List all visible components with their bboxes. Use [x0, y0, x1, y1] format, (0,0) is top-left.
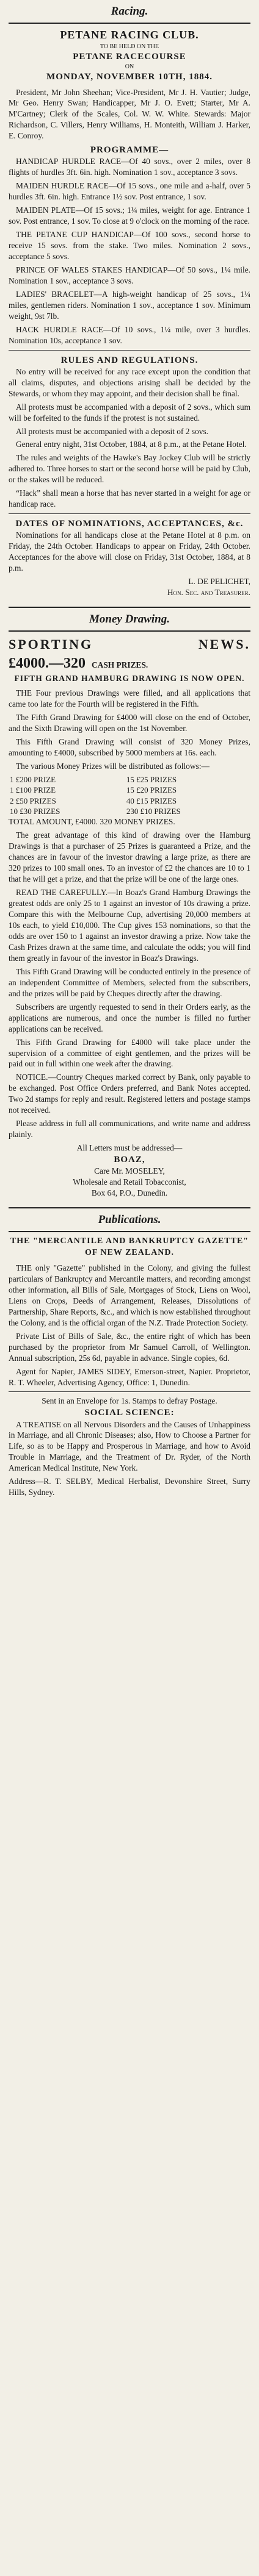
programme-item: PRINCE OF WALES STAKES HANDICAP—Of 50 sovs., 1¼ mile. Nomination 1 sov., acceptance 3 sovs. [9, 265, 250, 285]
nominations-title: DATES OF NOMINATIONS, ACCEPTANCES, &c. [15, 519, 244, 529]
publications-section-title: Publications. [98, 1213, 161, 1227]
divider [9, 350, 250, 351]
racing-section-title: Racing. [111, 5, 148, 18]
divider [9, 1391, 250, 1392]
table-row [9, 796, 250, 806]
gazette-paragraph: Private List of Bills of Sale, &c., the entire right of which has been purchased by the proprietor from Mr Samuel Carroll, of Wellington. Annual subscription, 25s 6d, payable in advance. Single copies, 6d. [9, 1331, 250, 1363]
drawing-paragraph: This Fifth Grand Drawing for £4000 will take place under the supervision of a committee of eight gentlemen, and the prizes will be paid out in full within one week after the drawing. [9, 1037, 250, 1069]
prize-total: TOTAL AMOUNT, £4000. 320 MONEY PRIZES. [9, 817, 175, 827]
agent-firm: Wholesale and Retail Tobacconist, [73, 1177, 186, 1187]
divider [9, 630, 250, 632]
divider [9, 23, 250, 24]
drawing-paragraph: Please address in full all communications, and write name and address plainly. [9, 1119, 250, 1140]
prize-right: 15 £25 PRIZES [126, 774, 177, 784]
drawing-paragraph: This Fifth Grand Drawing will be conducted entirely in the presence of an independent Committee of Members, selected from the subscribers, and the prizes will be paid by Cheques directly after the drawing. [9, 966, 250, 998]
drawing-paragraph: Subscribers are urgently requested to send in their Orders early, as the applications are numerous, and once the number is filled no further applications can be received. [9, 1002, 250, 1033]
orders-label: All Letters must be addressed— [76, 1143, 183, 1153]
prize-left: 10 £30 PRIZES [10, 807, 60, 816]
rule-item: “Hack” shall mean a horse that has never started in a weight for age or handicap race. [9, 488, 250, 509]
rule-item: All protests must be accompanied with a deposit of 2 sovs. [16, 426, 209, 436]
prize-amount-row [9, 654, 250, 673]
rule-item: No entry will be received for any race except upon the condition that all claims, disputes, and objections arising shall be decided by the Stewards, or whom they may appoint, and their decision shall be final. [9, 366, 250, 398]
racing-section [9, 4, 250, 598]
on-label: ON [125, 63, 134, 71]
treatise-text: A TREATISE on all Nervous Disorders and the Causes of Unhappiness in Marriage, and all Chronic Diseases; also, How to Choose a Partner for Life, so as to be Happy and Prosperous in Marriage, and how to Avoid Trouble in Marriage, and the Treatment of Dr. Ryder, of the North American Medical Institute, New York. [9, 1419, 250, 1473]
prize-table [9, 774, 250, 817]
club-title: PETANE RACING CLUB. [60, 29, 199, 41]
course-name: PETANE RACECOURSE [73, 51, 186, 62]
gazette-title: THE "MERCANTILE AND BANKRUPTCY GAZETTE" OF NEW ZEALAND. [10, 1236, 249, 1258]
table-row [9, 806, 250, 816]
drawing-paragraph: The Fifth Grand Drawing for £4000 will close on the end of October, and the Sixth Drawing will open on the 1st November. [9, 713, 250, 733]
divider [9, 607, 250, 608]
signer-title: Hon. Sec. and Treasurer. [167, 588, 250, 598]
rule-item: The rules and weights of the Hawke's Bay Jockey Club will be strictly adhered to. Three horses to start or the second horse will be paid by Club, or the stakes will be reduced. [9, 453, 250, 485]
gazette-paragraph: Agent for Napier, JAMES SIDEY, Emerson-street, Napier. Proprietor, R. T. Wheeler, Advertising Agency, Office: 1, Dunedin. [9, 1366, 250, 1387]
gazette-paragraph: THE only "Gazette" published in the Colony, and giving the fullest particulars of Bankruptcy and Mercantile matters, and recording amongst other information, all Bills of Sale, Mortgages of Stock, Liens on Wool, Liens on Crops, Deeds of Arrangement, Releases, Dissolutions of Partnership, Share Reports, &c., and which is now established throughout the Colony, and is the official organ of the N.Z. Trade Protection Society. [9, 1263, 250, 1327]
drawing-paragraph: The various Money Prizes will be distributed as follows:— [16, 761, 210, 771]
envelope-note: Sent in an Envelope for 1s. Stamps to defray Postage. [42, 1396, 217, 1406]
signer-name: L. DE PELICHET, [188, 577, 250, 587]
officers: President, Mr John Sheehan; Vice-President, Mr J. H. Vautier; Judge, Mr Geo. Henry Swan; Handicapper, Mr J. O. Evett; Starter, Mr A. M'Cartney; Clerk of the Scales, Col. W. W. White. Stewards: Major Richardson, C. Villers, Henry Williams, H. Monteith, William J. Harker, E. Conroy. [9, 87, 250, 141]
programme-item: HANDICAP HURDLE RACE—Of 40 sovs., over 2 miles, over 8 flights of hurdles 3ft. 6in. high. Nomination 1 sov., acceptance 3 sovs. [9, 157, 250, 177]
agent-care: Care Mr. MOSELEY, [94, 1166, 165, 1176]
programme-item: THE PETANE CUP HANDICAP—Of 100 sovs., second horse to receive 15 sovs. from the stake. Two miles. Nomination 2 sovs., acceptance 5 sovs. [9, 230, 250, 262]
divider [9, 1207, 250, 1208]
drawing-paragraph: READ THE CAREFULLY.—In Boaz's Grand Hamburg Drawings the greatest odds are only 25 to 1 against an investor of 10s drawing a prize. Compare this with the Melbourne Cup, advertising 20,000 members at 10s each, to yield £10,000. The Cup gives 153 nominations, so that the odds are over 150 to 1 against an investor drawing a prize. Now take the Cash Prizes drawn at the same time, and calculate the odds; you will find them greatly in favour of the investor in Boaz's Drawings. [9, 888, 250, 963]
prize-left: 2 £50 PRIZES [10, 796, 56, 805]
rules-title: RULES AND REGULATIONS. [60, 355, 199, 365]
cash-prizes-label: CASH PRIZES. [92, 660, 148, 669]
table-row [9, 774, 250, 785]
sporting-right: NEWS. [198, 637, 250, 652]
sporting-news-banner [9, 635, 250, 653]
prize-left: 1 £200 PRIZE [10, 774, 56, 784]
prize-amount: £4000.—320 [9, 655, 86, 671]
social-science-title: SOCIAL SCIENCE: [84, 1408, 175, 1418]
sporting-left: SPORTING [9, 637, 93, 652]
money-drawing-section [9, 612, 250, 1199]
money-section-title: Money Drawing. [89, 612, 170, 626]
race-date: MONDAY, NOVEMBER 10TH, 1884. [46, 72, 213, 82]
programme-item: LADIES' BRACELET—A high-weight handicap of 25 sovs., 1¼ miles, gentlemen riders. Nomination 1 sov., acceptance 1 sov. Minimum weight, 9st 7lb. [9, 289, 250, 321]
drawing-paragraph: The great advantage of this kind of drawing over the Hamburg Drawings is that a purchaser of 25 Prizes is guaranteed a Prize, and the chances are in favour of the investor drawing a large prize, as there are 320 prizes to 100 small ones. To an investor of £2 the chances are 10 to 1 that he will get a prize, and that the prize will be one of the large ones. [9, 830, 250, 884]
divider [9, 1231, 250, 1232]
nominations-text: Nominations for all handicaps close at the Petane Hotel at 8 p.m. on Friday, the 24th October. Handicaps to appear on Friday, 24th October. Acceptances for the above will close on Friday, 31st October, 1884, at 8 p.m. [9, 530, 250, 573]
programme-item: HACK HURDLE RACE—Of 10 sovs., 1¼ mile, over 3 hurdles. Nomination 10s, acceptance 1 sov. [9, 324, 250, 345]
drawing-paragraph: NOTICE.—Country Cheques marked correct by Bank, only payable to be exchanged. Post Office Orders preferred, and Bank Notes accepted. Two 2d stamps for reply and result. Registered letters and postage stamps not received. [9, 1072, 250, 1115]
prize-right: 15 £20 PRIZES [126, 785, 177, 795]
agent-name: BOAZ, [114, 1155, 145, 1165]
agent-address: Box 64, P.O., Dunedin. [91, 1188, 168, 1198]
prize-right: 40 £15 PRIZES [126, 796, 177, 805]
held-on: TO BE HELD ON THE [100, 43, 159, 50]
publications-section [9, 1212, 250, 1498]
programme-item: MAIDEN PLATE—Of 15 sovs.; 1¼ miles, weight for age. Entrance 1 sov. Post entrance, 1 sov. To close at 9 o'clock on the morning of the race. [9, 205, 250, 226]
divider [9, 513, 250, 514]
rule-item: General entry night, 31st October, 1884, at 8 p.m., at the Petane Hotel. [16, 440, 247, 449]
programme-item: MAIDEN HURDLE RACE—Of 15 sovs., one mile and a-half, over 5 hurdles 3ft. 6in. high. Entrance 1½ sov. Post entrance, 1 sov. [9, 181, 250, 202]
rule-item: All protests must be accompanied with a deposit of 2 sovs., which sum will be forfeited to the funds if the protest is not sustained. [9, 402, 250, 423]
drawing-headline: FIFTH GRAND HAMBURG DRAWING IS NOW OPEN. [14, 674, 245, 683]
drawing-paragraph: This Fifth Grand Drawing will consist of 320 Money Prizes, amounting to £4000, subscribed by 5000 members at 16s. each. [9, 737, 250, 757]
drawing-paragraph: THE Four previous Drawings were filled, and all applications that came too late for the Fourth will be registered in the Fifth. [9, 688, 250, 709]
table-row [9, 785, 250, 795]
programme-title: PROGRAMME— [90, 145, 169, 155]
prize-left: 1 £100 PRIZE [10, 785, 56, 795]
treatise-address: Address—R. T. SELBY, Medical Herbalist, Devonshire Street, Surry Hills, Sydney. [9, 1477, 250, 1497]
prize-right: 230 £10 PRIZES [126, 807, 181, 816]
